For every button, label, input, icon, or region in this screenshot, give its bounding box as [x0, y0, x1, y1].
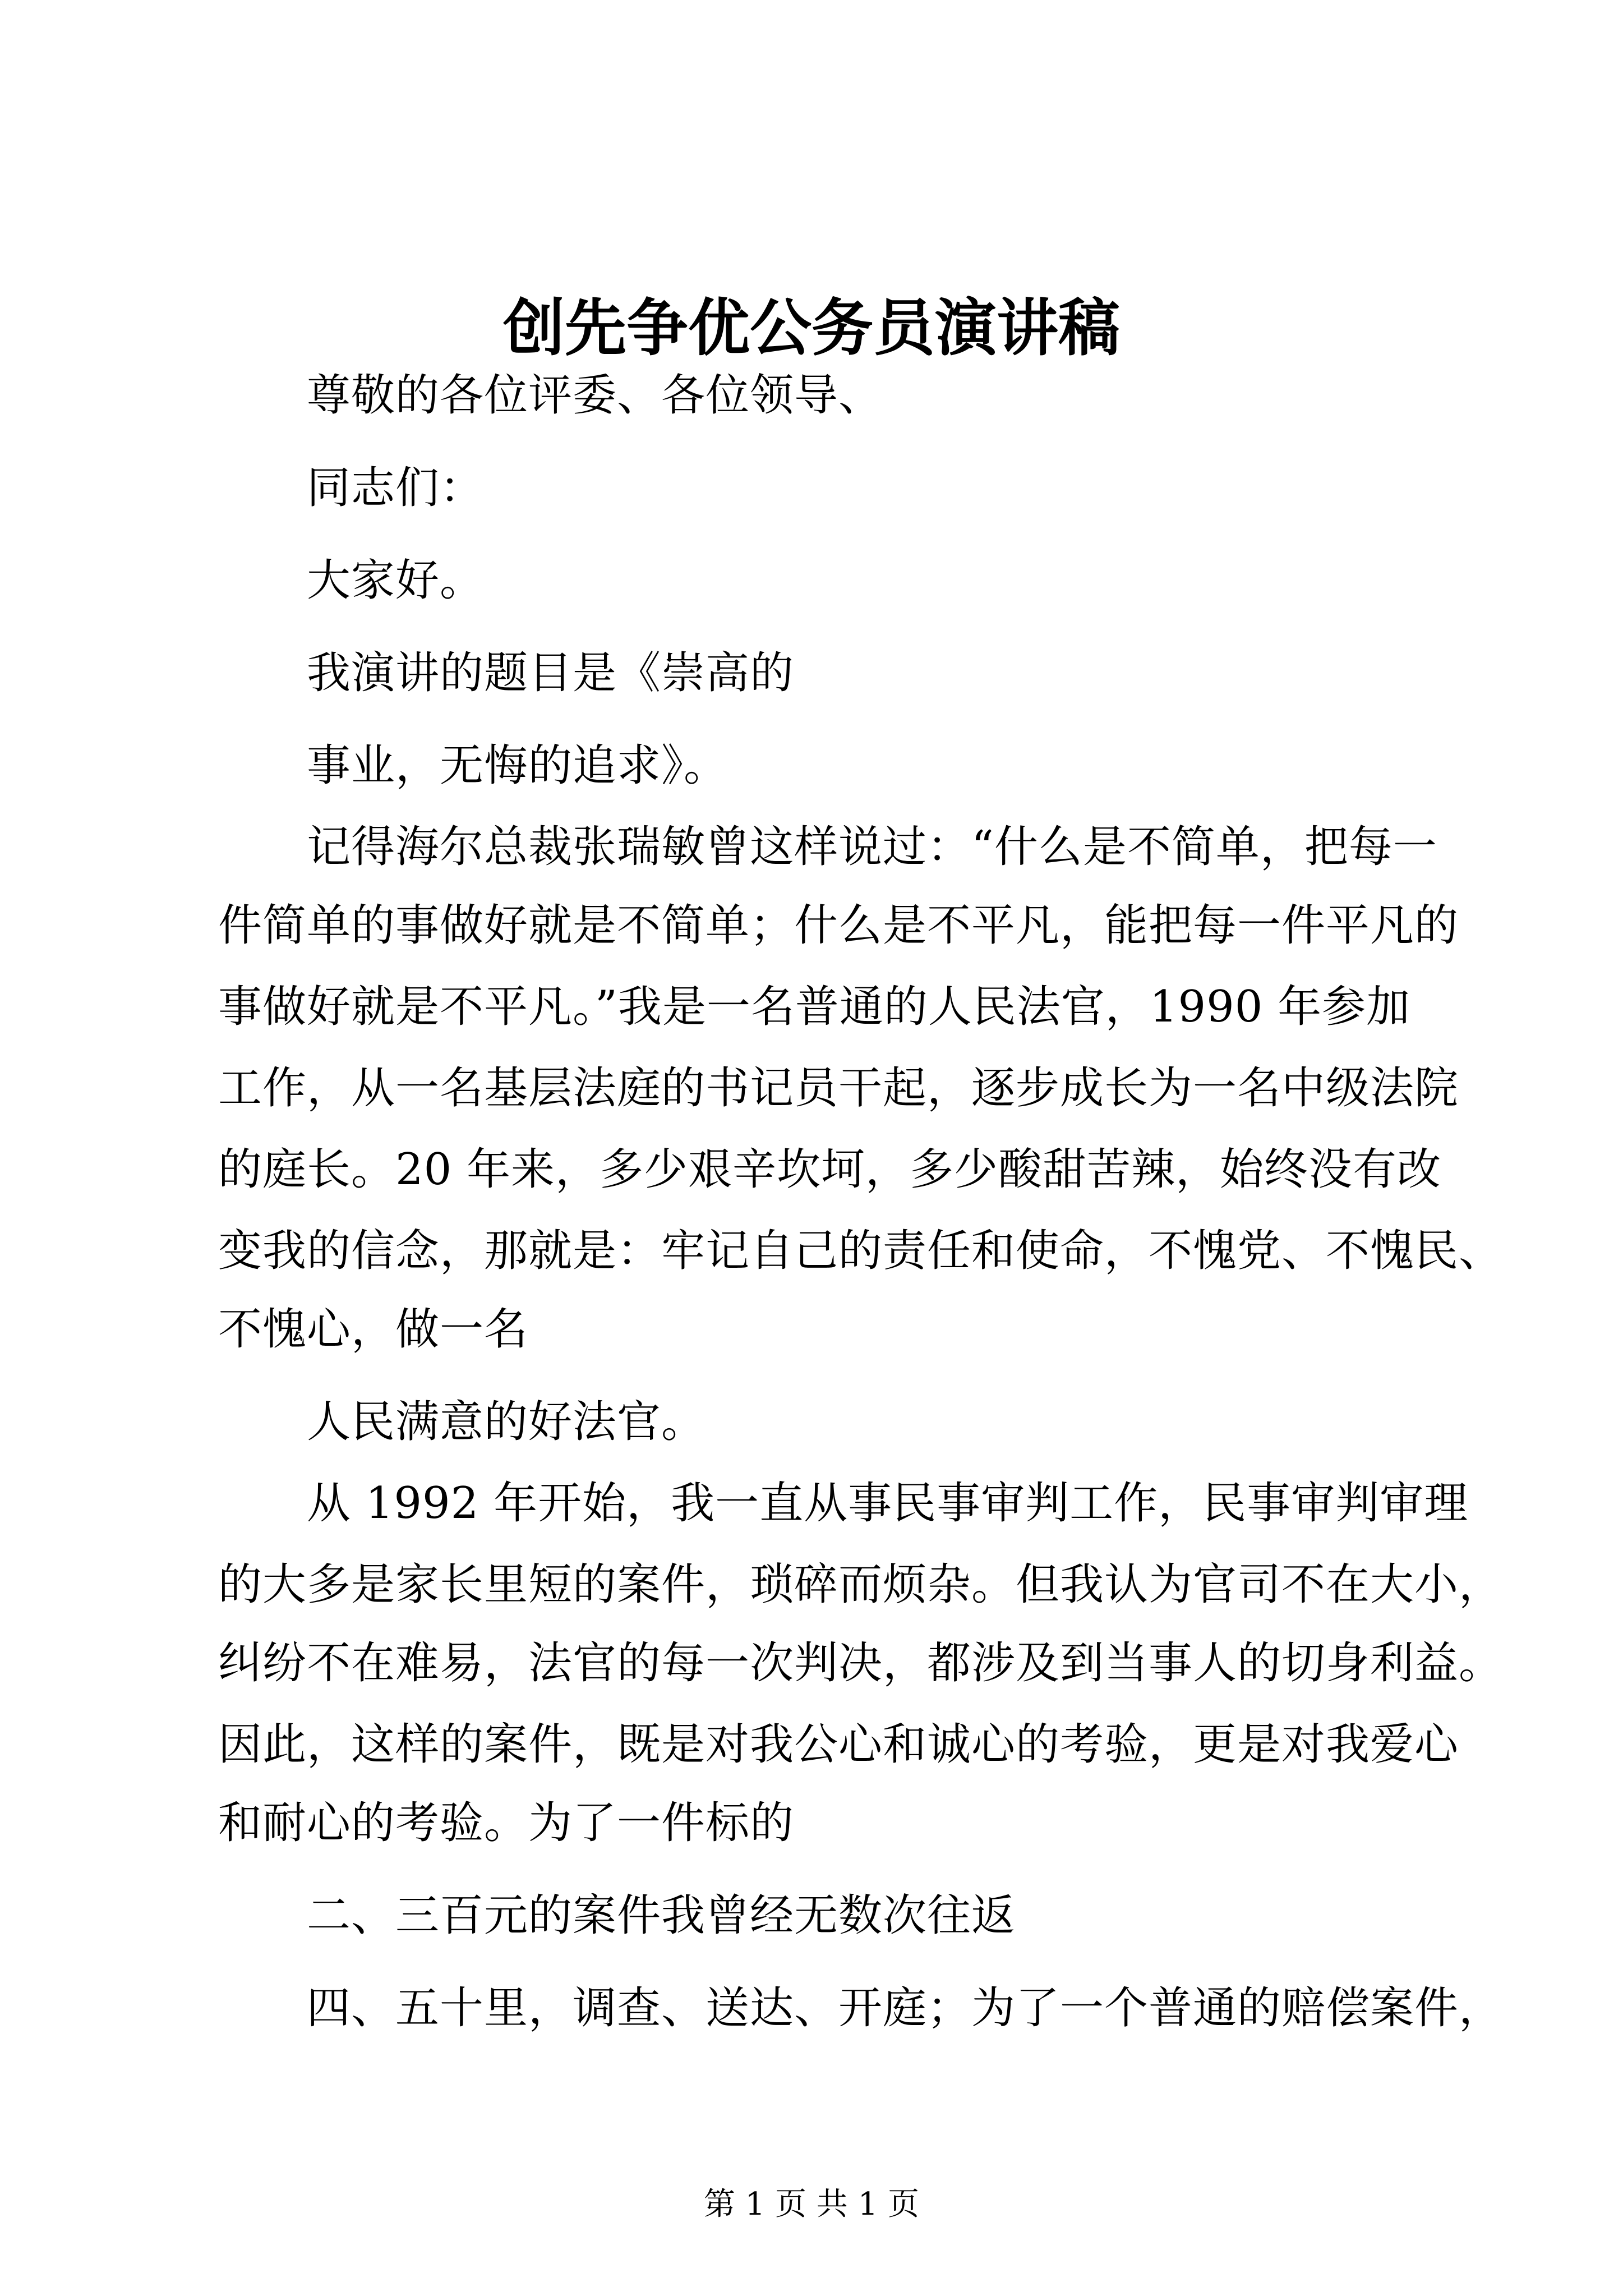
body-line: 人民满意的好法官。	[307, 1397, 706, 1447]
body-line: 二、三百元的案件我曾经无数次往返	[307, 1890, 1016, 1941]
body-line: 不愧心，做一名	[218, 1304, 529, 1355]
body-line: 工作，从一名基层法庭的书记员干起，逐步成长为一名中级法院	[218, 1063, 1459, 1114]
body-line: 和耐心的考验。为了一件标的	[218, 1798, 795, 1848]
body-line: 件简单的事做好就是不简单；什么是不平凡，能把每一件平凡的	[218, 900, 1459, 951]
body-line: 记得海尔总裁张瑞敏曾这样说过：“什么是不简单，把每一	[307, 822, 1437, 872]
document-title: 创先争优公务员演讲稿	[503, 292, 1120, 364]
body-line: 从 1992 年开始，我一直从事民事审判工作，民事审判审理	[307, 1478, 1469, 1529]
body-line: 四、五十里，调查、送达、开庭；为了一个普通的赔偿案件，	[307, 1983, 1504, 2033]
body-line: 尊敬的各位评委、各位领导、	[307, 370, 883, 421]
body-line: 的大多是家长里短的案件，琐碎而烦杂。但我认为官司不在大小，	[218, 1559, 1504, 1610]
body-line: 事做好就是不平凡。”我是一名普通的人民法官，1990 年参加	[218, 982, 1411, 1032]
body-line: 大家好。	[307, 555, 485, 606]
body-line: 因此，这样的案件，既是对我公心和诚心的考验，更是对我爱心	[218, 1719, 1459, 1770]
page-footer: 第 1 页 共 1 页	[703, 2186, 920, 2223]
body-line: 的庭长。20 年来，多少艰辛坎坷，多少酸甜苦辣，始终没有改	[218, 1144, 1442, 1195]
body-line: 我演讲的题目是《崇高的	[307, 648, 795, 698]
body-line: 同志们：	[307, 463, 485, 513]
body-line: 事业，无悔的追求》。	[307, 740, 728, 791]
body-line: 变我的信念，那就是：牢记自己的责任和使命，不愧党、不愧民、	[218, 1226, 1504, 1276]
body-line: 纠纷不在难易，法官的每一次判决，都涉及到当事人的切身利益。	[218, 1638, 1504, 1688]
